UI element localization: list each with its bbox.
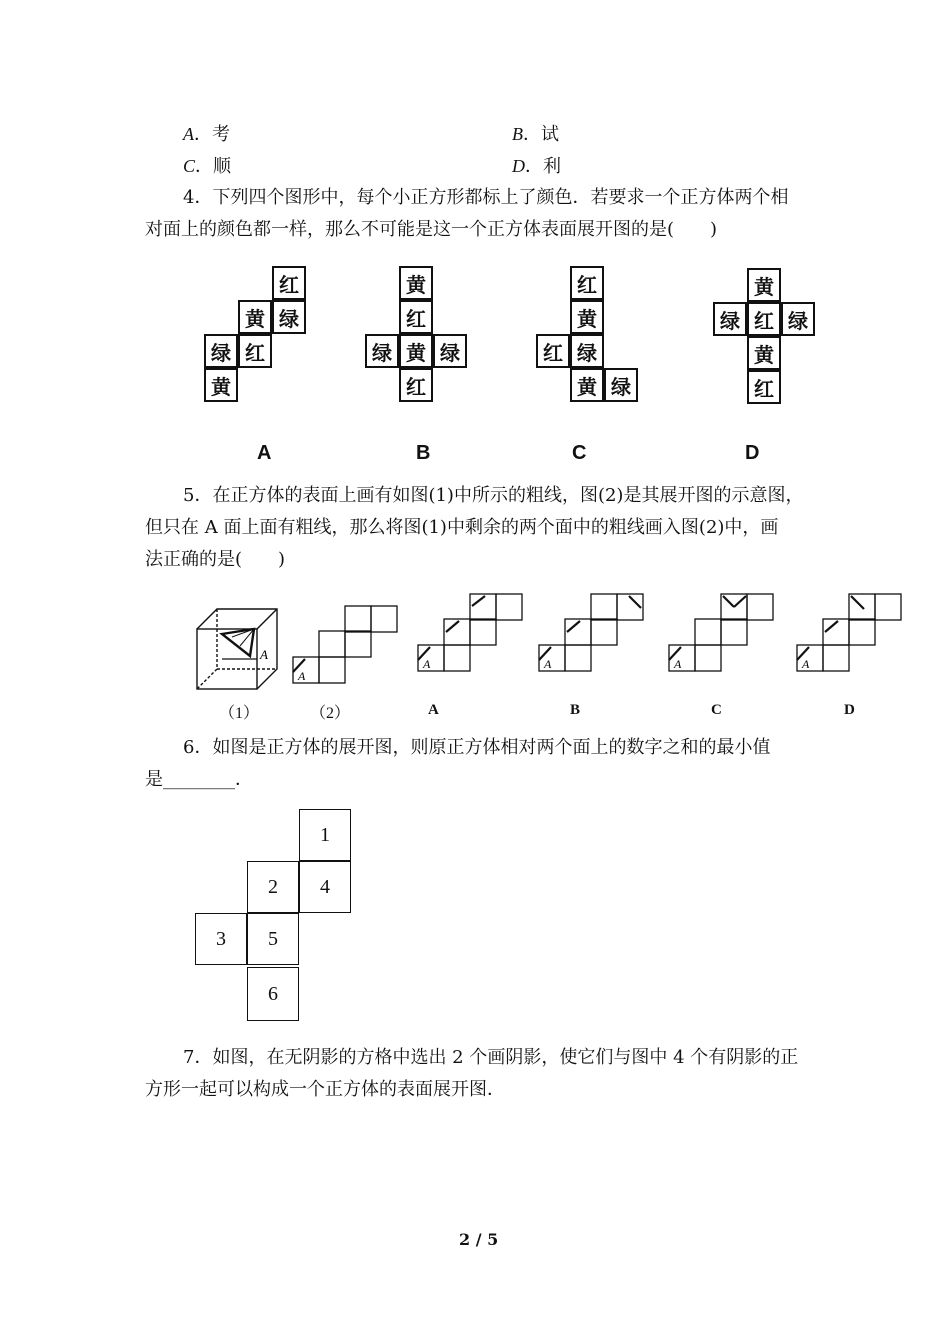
q4-line2: 对面上的颜色都一样，那么不可能是这一个正方体表面展开图的是( )	[145, 219, 718, 240]
net-label-b: B	[416, 442, 431, 464]
net-cell: 黄	[238, 300, 272, 334]
option-a: A．考	[183, 124, 230, 145]
net-cell: 红	[399, 300, 433, 334]
net-cell: 绿	[570, 334, 604, 368]
q5-option-a-figure	[415, 588, 527, 678]
fig-label-a: A	[428, 702, 439, 718]
face-letter: A	[260, 647, 268, 662]
q7-line2: 方形一起可以构成一个正方体的表面展开图．	[145, 1079, 505, 1100]
net-cell: 红	[272, 266, 306, 300]
net-cell: 绿	[204, 334, 238, 368]
net-cell: 绿	[604, 368, 638, 402]
q4-line1: 4．下列四个图形中，每个小正方形都标上了颜色．若要求一个正方体两个相	[183, 187, 789, 208]
net-cell: 黄	[204, 368, 238, 402]
net-cell: 黄	[747, 336, 781, 370]
net-cell: 绿	[365, 334, 399, 368]
net-number-cell: 1	[299, 809, 351, 861]
net-cell: 黄	[399, 334, 433, 368]
q5-option-d-figure	[794, 588, 906, 678]
net-cell: 红	[570, 266, 604, 300]
net-cell: 黄	[570, 300, 604, 334]
net-cell: 红	[399, 368, 433, 402]
net-cell: 绿	[713, 302, 747, 336]
net-cell: 黄	[570, 368, 604, 402]
net-cell: 红	[238, 334, 272, 368]
net-cell: 绿	[781, 302, 815, 336]
net-number-cell: 4	[299, 861, 351, 913]
fig-label-1: （1）	[219, 705, 260, 722]
page-number: 2 / 5	[459, 1230, 499, 1249]
q5-line3: 法正确的是( )	[145, 549, 286, 570]
q5-line1: 5．在正方体的表面上画有如图(1)中所示的粗线，图(2)是其展开图的示意图，	[183, 485, 804, 506]
q5-cube-figure	[192, 604, 282, 694]
q6-line1: 6．如图是正方体的展开图，则原正方体相对两个面上的数字之和的最小值	[183, 737, 771, 758]
q5-option-c-figure	[666, 588, 778, 678]
net-number-cell: 6	[247, 967, 299, 1021]
fig-label-d: D	[844, 702, 855, 718]
face-letter: A	[802, 657, 810, 671]
net-number-cell: 3	[195, 913, 247, 965]
face-letter: A	[674, 657, 682, 671]
net-label-c: C	[572, 442, 587, 464]
net-cell: 红	[747, 302, 781, 336]
net-cell: 绿	[433, 334, 467, 368]
option-c: C．顺	[183, 156, 232, 177]
fig-label-2: （2）	[310, 705, 351, 722]
net-cell: 红	[747, 370, 781, 404]
option-d: D．利	[512, 156, 561, 177]
net-cell: 红	[536, 334, 570, 368]
option-b: B．试	[512, 124, 559, 145]
q5-option-b-figure	[536, 588, 648, 678]
net-label-d: D	[745, 442, 760, 464]
net-label-a: A	[257, 442, 272, 464]
q6-line2: 是________．	[145, 769, 253, 790]
net-number-cell: 2	[247, 861, 299, 913]
net-cell: 黄	[747, 268, 781, 302]
q5-line2: 但只在 A 面上面有粗线，那么将图(1)中剩余的两个面中的粗线画入图(2)中，画	[145, 517, 779, 538]
q5-net-figure-2	[290, 600, 402, 690]
q7-line1: 7．如图，在无阴影的方格中选出 2 个画阴影，使它们与图中 4 个有阴影的正	[183, 1047, 799, 1068]
fig-label-b: B	[570, 702, 581, 718]
face-letter: A	[298, 669, 306, 683]
face-letter: A	[423, 657, 431, 671]
fig-label-c: C	[711, 702, 722, 718]
net-number-cell: 5	[247, 913, 299, 965]
face-letter: A	[544, 657, 552, 671]
net-cell: 绿	[272, 300, 306, 334]
net-cell: 黄	[399, 266, 433, 300]
